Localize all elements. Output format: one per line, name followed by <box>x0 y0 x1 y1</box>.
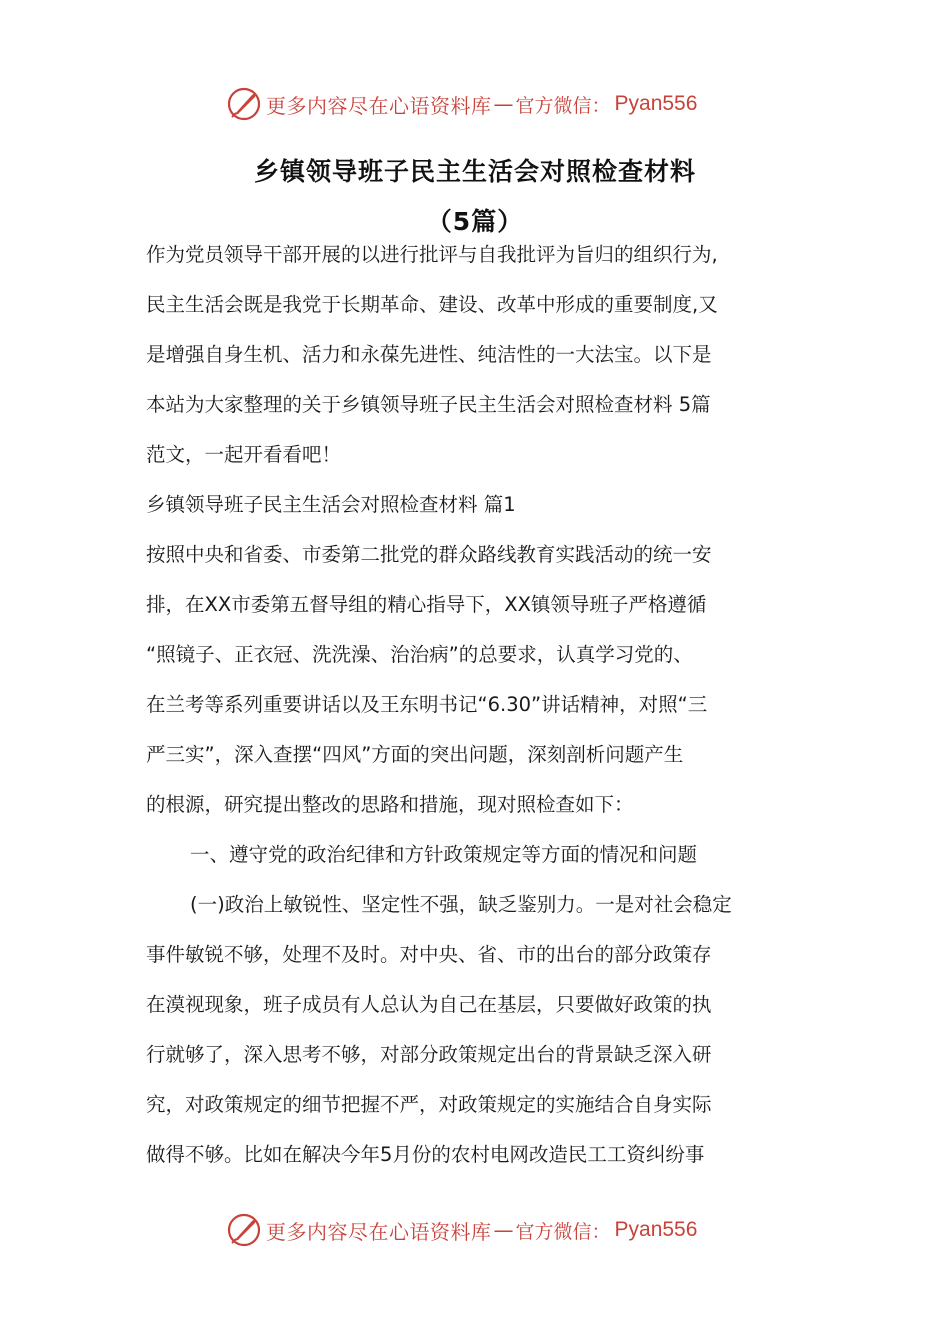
body-line: 在兰考等系列重要讲话以及王东明书记“6.30”讲话精神，对照“三 <box>146 693 708 716</box>
body-line: (一)政治上敏锐性、坚定性不强，缺乏鉴别力。一是对社会稳定 <box>190 893 732 916</box>
watermark-dash: — <box>493 92 514 116</box>
body-line: 在漠视现象，班子成员有人总认为自己在基层，只要做好政策的执 <box>146 993 712 1016</box>
body-line: 本站为大家整理的关于乡镇领导班子民主生活会对照检查材料 5篇 <box>146 393 711 416</box>
quill-logo-icon <box>226 1212 262 1248</box>
section-heading: 乡镇领导班子民主生活会对照检查材料 篇1 <box>146 493 516 516</box>
body-line: 严三实”，深入查摆“四风”方面的突出问题，深刻剖析问题产生 <box>146 743 684 766</box>
body-line: 排，在XX市委第五督导组的精心指导下，XX镇领导班子严格遵循 <box>146 593 707 616</box>
document-body <box>146 230 810 1180</box>
body-line: 范文，一起开看看吧！ <box>146 443 342 466</box>
watermark-wechat-id: Pyan556 <box>614 1218 698 1241</box>
body-line: 事件敏锐不够，处理不及时。对中央、省、市的出台的部分政策存 <box>146 943 712 966</box>
watermark-wechat-label: 官方微信： <box>515 1220 611 1243</box>
watermark-text: 更多内容尽在心语资料库 <box>266 1219 492 1244</box>
watermark-banner-top <box>226 82 697 126</box>
watermark-banner-bottom <box>226 1208 697 1252</box>
body-line: “照镜子、正衣冠、洗洗澡、治治病”的总要求，认真学习党的、 <box>146 643 693 666</box>
quill-logo-icon <box>226 86 262 122</box>
watermark-text: 更多内容尽在心语资料库 <box>266 93 492 118</box>
body-line: 的根源，研究提出整改的思路和措施，现对照检查如下： <box>146 793 634 816</box>
document-title: 乡镇领导班子民主生活会对照检查材料 <box>253 157 696 186</box>
watermark-wechat-id: Pyan556 <box>614 92 698 115</box>
body-line: 究，对政策规定的细节把握不严，对政策规定的实施结合自身实际 <box>146 1093 712 1116</box>
body-line: 作为党员领导干部开展的以进行批评与自我批评为旨归的组织行为, <box>146 243 718 266</box>
body-line: 做得不够。比如在解决今年5月份的农村电网改造民工工资纠纷事 <box>146 1143 705 1166</box>
body-line: 民主生活会既是我党于长期革命、建设、改革中形成的重要制度,又 <box>146 293 718 316</box>
body-line: 行就够了，深入思考不够，对部分政策规定出台的背景缺乏深入研 <box>146 1043 712 1066</box>
watermark-dash: — <box>493 1218 514 1242</box>
document-subtitle: （5篇） <box>426 207 524 236</box>
watermark-wechat-label: 官方微信： <box>515 94 611 117</box>
body-line: 按照中央和省委、市委第二批党的群众路线教育实践活动的统一安 <box>146 543 712 566</box>
subsection-heading: 一、遵守党的政治纪律和方针政策规定等方面的情况和问题 <box>190 843 698 866</box>
body-line: 是增强自身生机、活力和永葆先进性、纯洁性的一大法宝。以下是 <box>146 343 712 366</box>
